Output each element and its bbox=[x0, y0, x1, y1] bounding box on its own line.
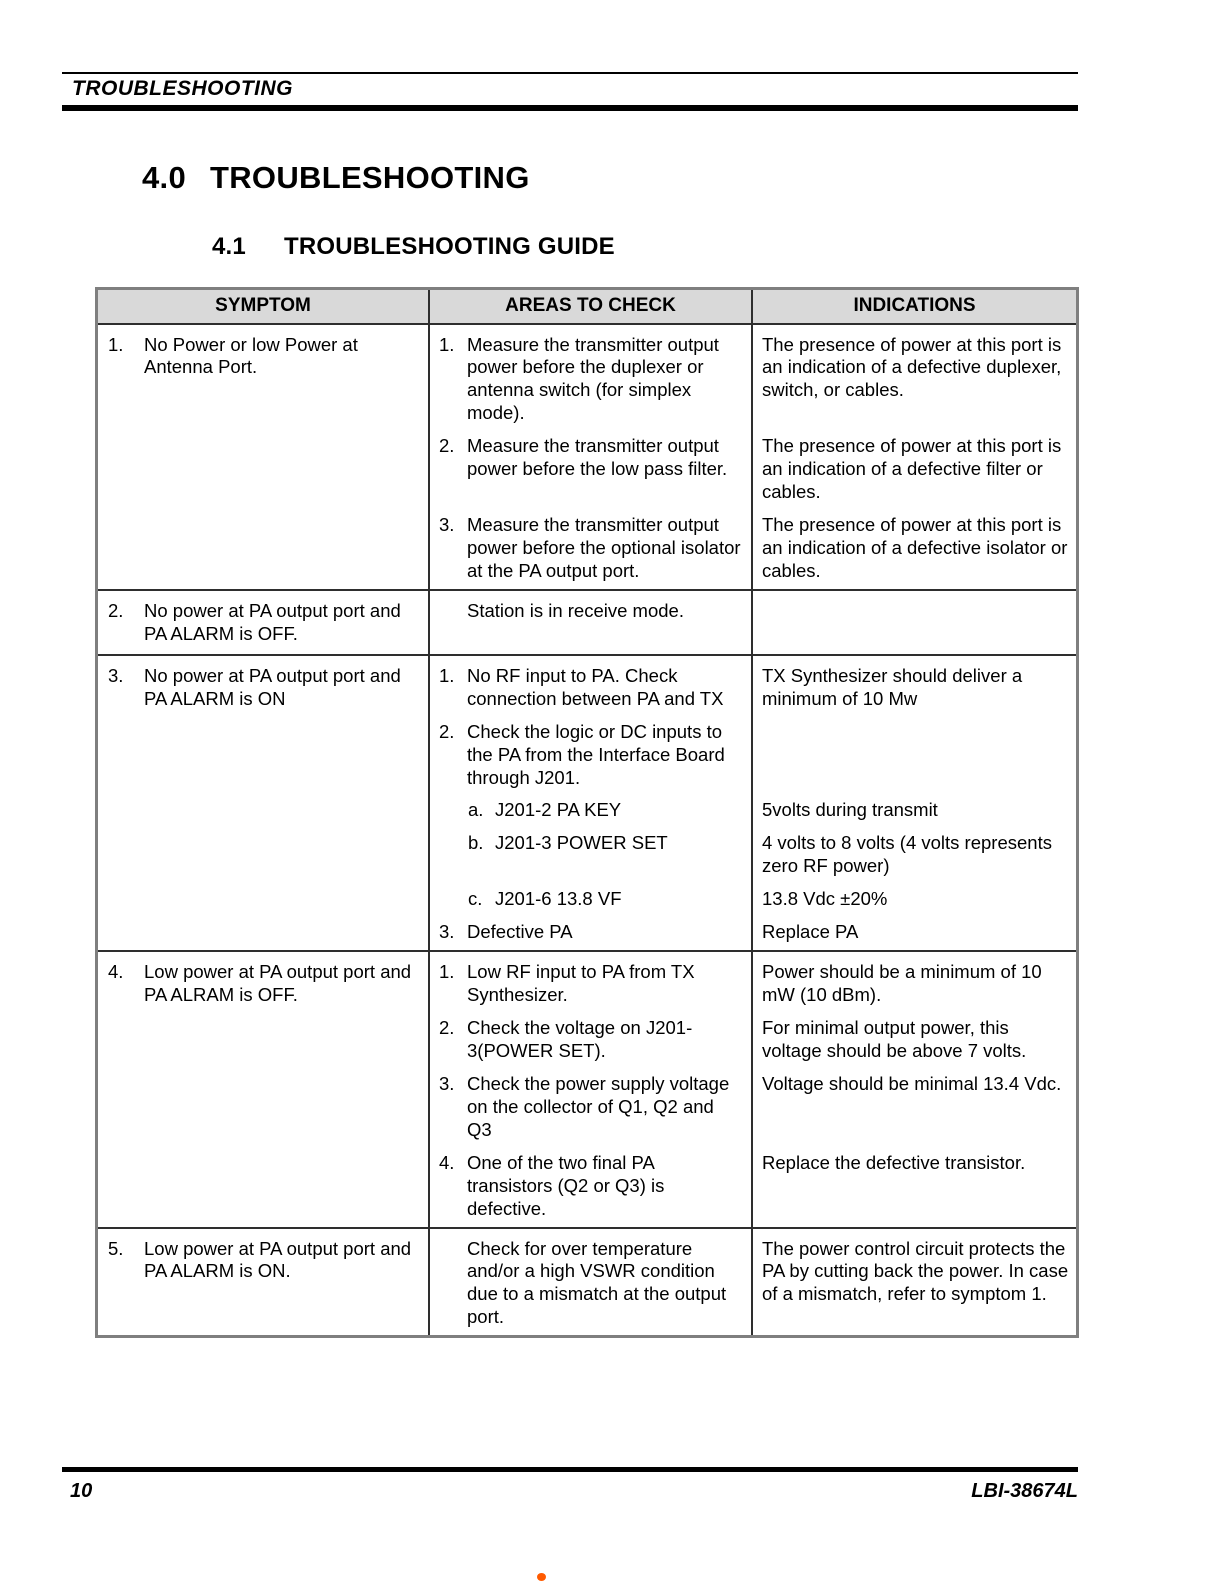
indication-text: The presence of power at this port is an indication of a defective duplexer, switch, or cables. bbox=[762, 333, 1062, 401]
check-number: 1. bbox=[439, 664, 455, 686]
indication-text: Power should be a minimum of 10 mW (10 dBm). bbox=[762, 961, 1042, 1006]
troubleshooting-table bbox=[95, 287, 1079, 1338]
indication-cell bbox=[753, 917, 1076, 950]
check-indication-pair bbox=[430, 431, 1076, 510]
indication-text: The presence of power at this port is an indication of a defective isolator or cables. bbox=[762, 514, 1068, 581]
check-item bbox=[439, 514, 743, 583]
symptom-number: 5. bbox=[108, 1237, 124, 1259]
indication-cell bbox=[753, 325, 1076, 432]
indication-cell bbox=[753, 828, 1076, 884]
check-number: b. bbox=[468, 832, 484, 854]
table-row bbox=[98, 950, 1076, 1226]
table-body bbox=[98, 325, 1076, 1336]
area-to-check-cell bbox=[430, 591, 753, 654]
area-to-check-cell bbox=[430, 795, 753, 828]
check-text: Defective PA bbox=[467, 921, 573, 943]
check-item bbox=[439, 721, 743, 790]
area-to-check-cell bbox=[430, 884, 753, 917]
symptom-text: No power at PA output port and PA ALARM is ON bbox=[144, 664, 401, 709]
indication-text: 5volts during transmit bbox=[762, 799, 938, 821]
table-row bbox=[98, 325, 1076, 589]
column-header-indications: INDICATIONS bbox=[853, 295, 976, 316]
check-item bbox=[439, 1017, 743, 1063]
check-item bbox=[439, 961, 743, 1007]
symptom-cell bbox=[98, 325, 430, 589]
check-number bbox=[439, 1238, 467, 1330]
column-header-symptom: SYMPTOM bbox=[98, 290, 430, 323]
table-row bbox=[98, 1227, 1076, 1336]
check-text: Measure the transmitter output power before the duplexer or antenna switch (for simplex mode). bbox=[467, 333, 719, 424]
area-to-check-cell bbox=[430, 917, 753, 950]
indication-cell bbox=[753, 1069, 1076, 1148]
symptom-text: Low power at PA output port and PA ALRAM is OFF. bbox=[144, 961, 412, 1006]
area-to-check-cell bbox=[430, 325, 753, 432]
section-title: TROUBLESHOOTING bbox=[210, 160, 530, 195]
row-pairs bbox=[430, 952, 1076, 1226]
area-to-check-cell bbox=[430, 717, 753, 796]
indication-cell bbox=[753, 591, 1076, 654]
symptom-number: 2. bbox=[108, 599, 124, 621]
symptom-number: 3. bbox=[108, 664, 124, 686]
symptom-text: Low power at PA output port and PA ALARM is ON. bbox=[144, 1237, 412, 1282]
indication-cell bbox=[753, 1148, 1076, 1227]
indication-text: TX Synthesizer should deliver a minimum of 10 Mw bbox=[762, 664, 1023, 709]
section-heading bbox=[142, 160, 530, 196]
symptom-number: 4. bbox=[108, 961, 124, 983]
check-number: 2. bbox=[439, 720, 455, 742]
header-bottom-rule bbox=[62, 105, 1078, 111]
check-indication-pair bbox=[430, 656, 1076, 717]
check-text: Check the power supply voltage on the collector of Q1, Q2 and Q3 bbox=[467, 1072, 730, 1140]
check-indication-pair bbox=[430, 917, 1076, 950]
check-item bbox=[468, 799, 743, 822]
check-indication-pair bbox=[430, 510, 1076, 589]
check-number: 3. bbox=[439, 921, 455, 943]
check-item bbox=[439, 334, 743, 426]
page-marker-dot bbox=[537, 1573, 546, 1581]
check-text: Check the voltage on J201-3(POWER SET). bbox=[467, 1017, 693, 1061]
check-item bbox=[439, 1152, 743, 1221]
check-text: J201-3 POWER SET bbox=[495, 832, 668, 854]
check-item bbox=[439, 600, 743, 623]
row-pairs bbox=[430, 656, 1076, 950]
check-text: Check for over temperature and/or a high VSWR condition due to a mismatch at the output port. bbox=[467, 1237, 727, 1328]
symptom-cell bbox=[98, 656, 430, 950]
check-item bbox=[439, 921, 743, 944]
check-item bbox=[468, 888, 743, 911]
check-text: Station is in receive mode. bbox=[467, 599, 684, 621]
check-item bbox=[468, 832, 743, 855]
check-text: One of the two final PA transistors (Q2 or Q3) is defective. bbox=[467, 1151, 665, 1219]
check-item bbox=[439, 665, 743, 711]
check-text: J201-2 PA KEY bbox=[495, 799, 622, 821]
area-to-check-cell bbox=[430, 656, 753, 717]
subsection-number: 4.1 bbox=[212, 233, 246, 260]
check-indication-pair bbox=[430, 795, 1076, 828]
area-to-check-cell bbox=[430, 1013, 753, 1069]
check-indication-pair bbox=[430, 952, 1076, 1013]
indication-text: The presence of power at this port is an indication of a defective filter or cables. bbox=[762, 435, 1062, 503]
check-number: a. bbox=[468, 799, 484, 821]
symptom-cell bbox=[98, 1229, 430, 1336]
check-number: 1. bbox=[439, 333, 455, 355]
footer-rule bbox=[62, 1467, 1078, 1472]
indication-cell bbox=[753, 656, 1076, 717]
area-to-check-cell bbox=[430, 1069, 753, 1148]
indication-text: The power control circuit protects the PA by cutting back the power. In case of a mismatch, refer to symptom 1. bbox=[762, 1237, 1069, 1305]
check-indication-pair bbox=[430, 884, 1076, 917]
check-indication-pair bbox=[430, 1069, 1076, 1148]
check-item bbox=[439, 435, 743, 481]
area-to-check-cell bbox=[430, 1148, 753, 1227]
indication-cell bbox=[753, 795, 1076, 828]
check-item bbox=[439, 1073, 743, 1142]
check-number: c. bbox=[468, 888, 483, 910]
check-text: Check the logic or DC inputs to the PA from the Interface Board through J201. bbox=[467, 720, 725, 788]
page-number: 10 bbox=[70, 1480, 93, 1502]
check-item bbox=[439, 1238, 743, 1330]
symptom-cell bbox=[98, 952, 430, 1226]
check-indication-pair bbox=[430, 717, 1076, 796]
check-indication-pair bbox=[430, 828, 1076, 884]
check-number: 1. bbox=[439, 961, 455, 983]
check-number: 3. bbox=[439, 1072, 455, 1094]
running-header-title: TROUBLESHOOTING bbox=[72, 77, 293, 100]
symptom-text: No power at PA output port and PA ALARM is OFF. bbox=[144, 599, 401, 644]
check-text: Low RF input to PA from TX Synthesizer. bbox=[467, 961, 695, 1006]
check-number: 4. bbox=[439, 1151, 455, 1173]
indication-cell bbox=[753, 884, 1076, 917]
check-indication-pair bbox=[430, 1148, 1076, 1227]
section-number: 4.0 bbox=[142, 160, 186, 195]
row-pairs bbox=[430, 1229, 1076, 1336]
check-number bbox=[439, 600, 467, 623]
indication-cell bbox=[753, 1229, 1076, 1336]
check-number: 2. bbox=[439, 435, 455, 457]
area-to-check-cell bbox=[430, 510, 753, 589]
table-row bbox=[98, 589, 1076, 654]
indication-cell bbox=[753, 510, 1076, 589]
column-header-areas-to-check: AREAS TO CHECK bbox=[430, 290, 753, 323]
indication-cell bbox=[753, 431, 1076, 510]
symptom-cell bbox=[98, 591, 430, 654]
symptom-number: 1. bbox=[108, 333, 124, 355]
check-indication-pair bbox=[430, 325, 1076, 432]
check-indication-pair bbox=[430, 591, 1076, 654]
symptom-text: No Power or low Power at Antenna Port. bbox=[144, 333, 358, 378]
check-number: 2. bbox=[439, 1017, 455, 1039]
indication-cell bbox=[753, 717, 1076, 796]
indication-text: Voltage should be minimal 13.4 Vdc. bbox=[762, 1072, 1062, 1094]
check-text: No RF input to PA. Check connection between PA and TX bbox=[467, 664, 724, 709]
subsection-heading bbox=[212, 233, 615, 261]
document-id: LBI-38674L bbox=[971, 1480, 1078, 1502]
area-to-check-cell bbox=[430, 952, 753, 1013]
indication-text: 4 volts to 8 volts (4 volts represents zero RF power) bbox=[762, 832, 1052, 877]
subsection-title: TROUBLESHOOTING GUIDE bbox=[283, 233, 615, 260]
area-to-check-cell bbox=[430, 1229, 753, 1336]
indication-text: For minimal output power, this voltage should be above 7 volts. bbox=[762, 1017, 1027, 1061]
area-to-check-cell bbox=[430, 828, 753, 884]
indication-text: Replace the defective transistor. bbox=[762, 1151, 1026, 1173]
row-pairs bbox=[430, 591, 1076, 654]
check-indication-pair bbox=[430, 1013, 1076, 1069]
check-text: J201-6 13.8 VF bbox=[495, 888, 622, 910]
indication-cell bbox=[753, 952, 1076, 1013]
check-number: 3. bbox=[439, 514, 455, 536]
indication-text: 13.8 Vdc ±20% bbox=[762, 888, 888, 910]
check-indication-pair bbox=[430, 1229, 1076, 1336]
table-header-row bbox=[98, 290, 1076, 325]
table-row bbox=[98, 654, 1076, 950]
check-text: Measure the transmitter output power before the low pass filter. bbox=[467, 435, 728, 480]
row-pairs bbox=[430, 325, 1076, 589]
indication-cell bbox=[753, 1013, 1076, 1069]
area-to-check-cell bbox=[430, 431, 753, 510]
header-top-rule bbox=[62, 72, 1078, 74]
indication-text: Replace PA bbox=[762, 921, 859, 943]
check-text: Measure the transmitter output power before the optional isolator at the PA output port. bbox=[467, 514, 741, 581]
